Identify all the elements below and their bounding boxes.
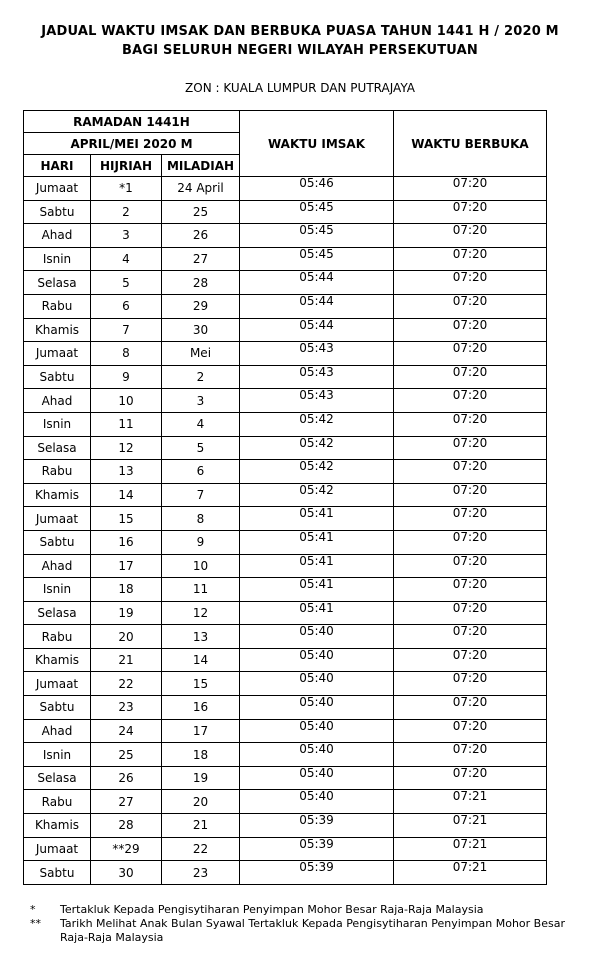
cell-berbuka: 07:20 [394, 177, 547, 201]
header-month: APRIL/MEI 2020 M [24, 133, 240, 155]
cell-hijriah: 23 [91, 696, 162, 720]
cell-berbuka: 07:20 [394, 318, 547, 342]
cell-berbuka: 07:20 [394, 601, 547, 625]
cell-hijriah: 22 [91, 672, 162, 696]
table-row [24, 672, 547, 696]
cell-hari: Rabu [24, 625, 91, 649]
cell-miladiah: 30 [162, 318, 240, 342]
cell-imsak: 05:41 [240, 578, 394, 602]
document-title: JADUAL WAKTU IMSAK DAN BERBUKA PUASA TAHUN 1441 H / 2020 M [41, 24, 559, 39]
cell-imsak: 05:40 [240, 766, 394, 790]
footnote-text: Tertakluk Kepada Pengisytiharan Penyimpan Mohor Besar Raja-Raja Malaysia [60, 903, 484, 916]
cell-hijriah: 13 [91, 460, 162, 484]
cell-hijriah: 17 [91, 554, 162, 578]
footnote-text: Tarikh Melihat Anak Bulan Syawal Tertakluk Kepada Pengisytiharan Penyimpan Mohor Besar Raja-Raja Malaysia [60, 917, 565, 944]
cell-hijriah: 14 [91, 483, 162, 507]
cell-miladiah: 16 [162, 696, 240, 720]
cell-miladiah: Mei [162, 342, 240, 366]
header-ramadan: RAMADAN 1441H [24, 111, 240, 133]
cell-berbuka: 07:20 [394, 436, 547, 460]
cell-berbuka: 07:20 [394, 460, 547, 484]
cell-hari: Sabtu [24, 861, 91, 885]
cell-hari: Khamis [24, 318, 91, 342]
cell-berbuka: 07:20 [394, 625, 547, 649]
table-row [24, 342, 547, 366]
cell-hijriah: 24 [91, 719, 162, 743]
cell-imsak: 05:45 [240, 247, 394, 271]
cell-hari: Sabtu [24, 530, 91, 554]
cell-hari: Rabu [24, 294, 91, 318]
cell-imsak: 05:43 [240, 389, 394, 413]
table-row [24, 389, 547, 413]
table-row [24, 743, 547, 767]
cell-miladiah: 9 [162, 530, 240, 554]
cell-hijriah: 11 [91, 412, 162, 436]
cell-miladiah: 10 [162, 554, 240, 578]
cell-hari: Jumaat [24, 507, 91, 531]
cell-miladiah: 4 [162, 412, 240, 436]
cell-berbuka: 07:20 [394, 200, 547, 224]
cell-hijriah: 6 [91, 294, 162, 318]
cell-hijriah: 10 [91, 389, 162, 413]
cell-hijriah: 19 [91, 601, 162, 625]
cell-hari: Selasa [24, 436, 91, 460]
cell-miladiah: 22 [162, 837, 240, 861]
cell-hari: Jumaat [24, 837, 91, 861]
footnote [30, 917, 590, 945]
cell-miladiah: 6 [162, 460, 240, 484]
cell-miladiah: 26 [162, 224, 240, 248]
cell-imsak: 05:40 [240, 719, 394, 743]
cell-berbuka: 07:21 [394, 814, 547, 838]
cell-hari: Ahad [24, 389, 91, 413]
footnote [30, 903, 590, 917]
cell-miladiah: 13 [162, 625, 240, 649]
table-row [24, 530, 547, 554]
table-row [24, 814, 547, 838]
cell-hari: Jumaat [24, 342, 91, 366]
cell-imsak: 05:39 [240, 861, 394, 885]
cell-imsak: 05:40 [240, 696, 394, 720]
table-row [24, 318, 547, 342]
cell-hijriah: 7 [91, 318, 162, 342]
cell-berbuka: 07:20 [394, 412, 547, 436]
cell-berbuka: 07:20 [394, 342, 547, 366]
table-row [24, 696, 547, 720]
cell-miladiah: 15 [162, 672, 240, 696]
cell-miladiah: 12 [162, 601, 240, 625]
cell-imsak: 05:39 [240, 837, 394, 861]
cell-hari: Khamis [24, 648, 91, 672]
cell-imsak: 05:40 [240, 625, 394, 649]
cell-berbuka: 07:20 [394, 743, 547, 767]
cell-imsak: 05:43 [240, 342, 394, 366]
cell-imsak: 05:40 [240, 790, 394, 814]
cell-hari: Isnin [24, 247, 91, 271]
cell-miladiah: 20 [162, 790, 240, 814]
table-row [24, 247, 547, 271]
table-row [24, 837, 547, 861]
cell-berbuka: 07:20 [394, 530, 547, 554]
cell-hari: Ahad [24, 554, 91, 578]
table-row [24, 460, 547, 484]
cell-hijriah: 8 [91, 342, 162, 366]
cell-miladiah: 24 April [162, 177, 240, 201]
table-row [24, 648, 547, 672]
table-row [24, 271, 547, 295]
cell-berbuka: 07:21 [394, 861, 547, 885]
cell-imsak: 05:41 [240, 554, 394, 578]
cell-imsak: 05:43 [240, 365, 394, 389]
header-waktu-imsak: WAKTU IMSAK [240, 111, 394, 177]
cell-imsak: 05:42 [240, 436, 394, 460]
cell-imsak: 05:42 [240, 460, 394, 484]
cell-imsak: 05:40 [240, 672, 394, 696]
cell-imsak: 05:44 [240, 318, 394, 342]
cell-berbuka: 07:20 [394, 507, 547, 531]
cell-miladiah: 2 [162, 365, 240, 389]
cell-hijriah: 4 [91, 247, 162, 271]
cell-miladiah: 29 [162, 294, 240, 318]
cell-hari: Sabtu [24, 200, 91, 224]
cell-berbuka: 07:21 [394, 837, 547, 861]
cell-berbuka: 07:21 [394, 790, 547, 814]
cell-hari: Ahad [24, 224, 91, 248]
table-row [24, 790, 547, 814]
cell-imsak: 05:44 [240, 294, 394, 318]
table-row [24, 412, 547, 436]
footnotes [30, 903, 590, 945]
cell-imsak: 05:41 [240, 507, 394, 531]
cell-miladiah: 28 [162, 271, 240, 295]
table-row [24, 554, 547, 578]
cell-berbuka: 07:20 [394, 578, 547, 602]
cell-hari: Selasa [24, 766, 91, 790]
cell-hijriah: 3 [91, 224, 162, 248]
table-row [24, 578, 547, 602]
cell-imsak: 05:42 [240, 412, 394, 436]
table-row [24, 507, 547, 531]
cell-miladiah: 11 [162, 578, 240, 602]
cell-imsak: 05:41 [240, 530, 394, 554]
cell-hijriah: 5 [91, 271, 162, 295]
cell-hari: Isnin [24, 578, 91, 602]
cell-hijriah: 27 [91, 790, 162, 814]
cell-miladiah: 14 [162, 648, 240, 672]
cell-imsak: 05:41 [240, 601, 394, 625]
cell-imsak: 05:45 [240, 224, 394, 248]
cell-hari: Rabu [24, 460, 91, 484]
cell-miladiah: 25 [162, 200, 240, 224]
cell-berbuka: 07:20 [394, 696, 547, 720]
cell-hijriah: *1 [91, 177, 162, 201]
cell-berbuka: 07:20 [394, 483, 547, 507]
cell-hijriah: 16 [91, 530, 162, 554]
cell-hijriah: 9 [91, 365, 162, 389]
cell-hijriah: 25 [91, 743, 162, 767]
cell-miladiah: 3 [162, 389, 240, 413]
header-waktu-berbuka: WAKTU BERBUKA [394, 111, 547, 177]
cell-hari: Selasa [24, 271, 91, 295]
cell-berbuka: 07:20 [394, 766, 547, 790]
table-row [24, 483, 547, 507]
table-row [24, 861, 547, 885]
cell-imsak: 05:44 [240, 271, 394, 295]
cell-imsak: 05:46 [240, 177, 394, 201]
cell-hari: Isnin [24, 412, 91, 436]
cell-berbuka: 07:20 [394, 389, 547, 413]
cell-berbuka: 07:20 [394, 719, 547, 743]
footnote-mark: ** [30, 917, 41, 930]
cell-miladiah: 5 [162, 436, 240, 460]
table-row [24, 294, 547, 318]
document-subtitle: BAGI SELURUH NEGERI WILAYAH PERSEKUTUAN [121, 43, 479, 58]
cell-hari: Khamis [24, 483, 91, 507]
cell-hari: Ahad [24, 719, 91, 743]
cell-berbuka: 07:20 [394, 365, 547, 389]
cell-hijriah: 26 [91, 766, 162, 790]
cell-hari: Isnin [24, 743, 91, 767]
table-row [24, 766, 547, 790]
cell-miladiah: 18 [162, 743, 240, 767]
cell-imsak: 05:39 [240, 814, 394, 838]
cell-hari: Sabtu [24, 696, 91, 720]
header-hari: HARI [24, 155, 91, 177]
cell-berbuka: 07:20 [394, 247, 547, 271]
table-row [24, 601, 547, 625]
table-row [24, 436, 547, 460]
table-row [24, 625, 547, 649]
footnote-mark: * [30, 903, 36, 916]
cell-hijriah: 15 [91, 507, 162, 531]
cell-berbuka: 07:20 [394, 648, 547, 672]
cell-miladiah: 19 [162, 766, 240, 790]
cell-hijriah: 18 [91, 578, 162, 602]
cell-hijriah: 28 [91, 814, 162, 838]
cell-miladiah: 7 [162, 483, 240, 507]
cell-berbuka: 07:20 [394, 554, 547, 578]
cell-hijriah: 12 [91, 436, 162, 460]
cell-miladiah: 27 [162, 247, 240, 271]
cell-hijriah: 2 [91, 200, 162, 224]
schedule-table [23, 110, 547, 885]
cell-imsak: 05:42 [240, 483, 394, 507]
cell-berbuka: 07:20 [394, 672, 547, 696]
cell-hijriah: 20 [91, 625, 162, 649]
table-row [24, 224, 547, 248]
cell-imsak: 05:40 [240, 743, 394, 767]
cell-hijriah: **29 [91, 837, 162, 861]
cell-hari: Rabu [24, 790, 91, 814]
cell-berbuka: 07:20 [394, 224, 547, 248]
table-row [24, 365, 547, 389]
cell-hijriah: 30 [91, 861, 162, 885]
table-row [24, 177, 547, 201]
zone-label: ZON : KUALA LUMPUR DAN PUTRAJAYA [185, 81, 415, 95]
cell-imsak: 05:40 [240, 648, 394, 672]
cell-miladiah: 21 [162, 814, 240, 838]
cell-berbuka: 07:20 [394, 294, 547, 318]
cell-miladiah: 8 [162, 507, 240, 531]
table-row [24, 719, 547, 743]
cell-imsak: 05:45 [240, 200, 394, 224]
cell-hari: Sabtu [24, 365, 91, 389]
cell-hari: Khamis [24, 814, 91, 838]
cell-berbuka: 07:20 [394, 271, 547, 295]
header-miladiah: MILADIAH [162, 155, 240, 177]
cell-miladiah: 23 [162, 861, 240, 885]
header-hijriah: HIJRIAH [91, 155, 162, 177]
table-row [24, 200, 547, 224]
cell-hijriah: 21 [91, 648, 162, 672]
cell-hari: Jumaat [24, 177, 91, 201]
cell-hari: Jumaat [24, 672, 91, 696]
cell-miladiah: 17 [162, 719, 240, 743]
cell-hari: Selasa [24, 601, 91, 625]
